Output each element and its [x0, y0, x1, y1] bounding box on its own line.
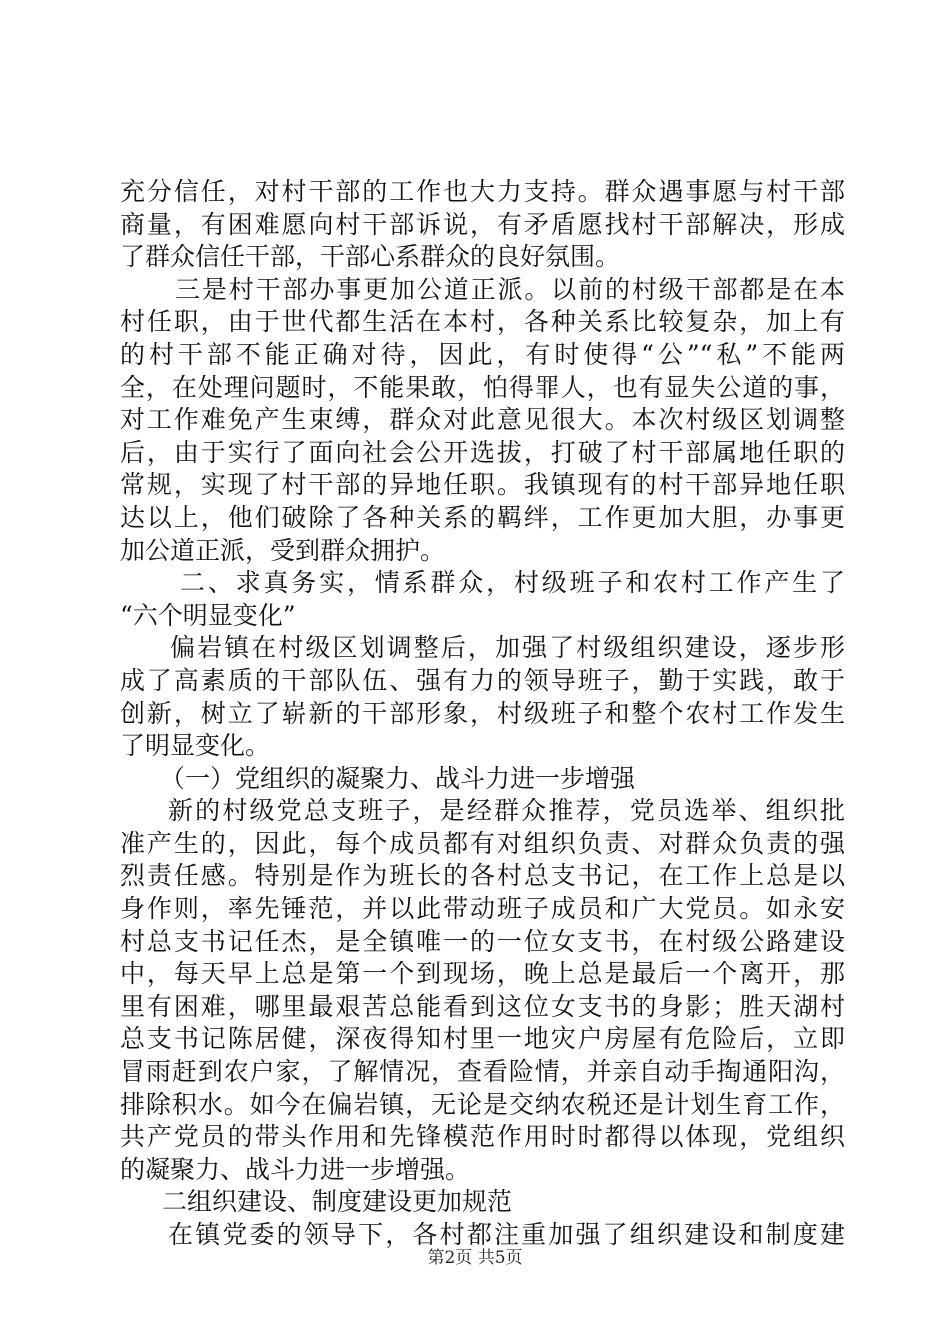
text-line: 村任职，由于世代都生活在本村，各种关系比较复杂，加上有 [120, 307, 845, 337]
paragraph-first-line: 偏岩镇在村级区划调整后，加强了村级组织建设，逐步形 [170, 633, 845, 663]
text-line: 常规，实现了村干部的异地任职。我镇现有的村干部异地任职 [120, 470, 845, 500]
body-text [120, 176, 845, 1252]
text-line: 全，在处理问题时，不能果敢，怕得罪人，也有显失公道的事， [120, 372, 845, 402]
paragraph-first-line: 新的村级党总支班子，是经群众推荐，党员选举、组织批 [168, 796, 845, 826]
text-line: 充分信任，对村干部的工作也大力支持。群众遇事愿与村干部 [120, 177, 845, 206]
text-line: 了群众信任干部，干部心系群众的良好氛围。 [120, 242, 621, 272]
text-line: 成了高素质的干部队伍、强有力的领导班子，勤于实践，敢于 [120, 665, 845, 695]
text-line: 了明显变化。 [120, 731, 271, 761]
text-line: 达以上，他们破除了各种关系的羁绊，工作更加大胆，办事更 [120, 502, 845, 532]
page-footer: 第2页 共5页 [427, 1248, 523, 1268]
text-line: 加公道正派，受到群众拥护。 [120, 535, 446, 565]
text-line: 商量，有困难愿向村干部诉说，有矛盾愿找村干部解决，形成 [120, 209, 845, 239]
paragraph-first-line: 在镇党委的领导下，各村都注重加强了组织建设和制度建 [168, 1220, 845, 1249]
text-line: 中，每天早上总是第一个到现场，晚上总是最后一个离开，那 [120, 959, 845, 989]
text-line: 里有困难，哪里最艰苦总能看到这位女支书的身影；胜天湖村 [120, 991, 845, 1021]
text-line: 排除积水。如今在偏岩镇，无论是交纳农税还是计划生育工作， [120, 1089, 845, 1119]
text-line: 身作则，率先锤范，并以此带动班子成员和广大党员。如永安 [120, 894, 845, 924]
text-line: 总支书记陈居健，深夜得知村里一地灾户房屋有危险后，立即 [120, 1024, 845, 1054]
subsection-heading: （一）党组织的凝聚力、战斗力进一步增强 [160, 763, 636, 793]
subsection-heading: 二组织建设、制度建设更加规范 [162, 1187, 513, 1217]
text-line: 的凝聚力、战斗力进一步增强。 [120, 1154, 471, 1184]
paragraph-first-line: 三是村干部办事更加公道正派。以前的村级干部都是在本 [175, 274, 845, 304]
text-line: 烈责任感。特别是作为班长的各村总支书记，在工作上总是以 [120, 861, 845, 891]
text-line: 后，由于实行了面向社会公开选拔，打破了村干部属地任职的 [120, 437, 845, 467]
section-heading: 二、求真务实，情系群众，村级班子和农村工作产生了 [180, 568, 845, 598]
text-line: 冒雨赶到农户家，了解情况，查看险情，并亲自动手掏通阳沟， [120, 1057, 845, 1087]
text-line: 共产党员的带头作用和先锋模范作用时时都得以体现，党组织 [120, 1122, 845, 1152]
text-line: 村总支书记任杰，是全镇唯一的一位女支书，在村级公路建设 [120, 926, 845, 956]
text-line: 的村干部不能正确对待，因此，有时使得“公”“私”不能两 [120, 339, 845, 369]
text-line: 创新，树立了崭新的干部形象，村级班子和整个农村工作发生 [120, 698, 845, 728]
text-line: 准产生的，因此，每个成员都有对组织负责、对群众负责的强 [120, 828, 845, 858]
text-line: 对工作难免产生束缚，群众对此意见很大。本次村级区划调整 [120, 405, 845, 435]
section-heading-continued: “六个明显变化” [120, 600, 296, 630]
